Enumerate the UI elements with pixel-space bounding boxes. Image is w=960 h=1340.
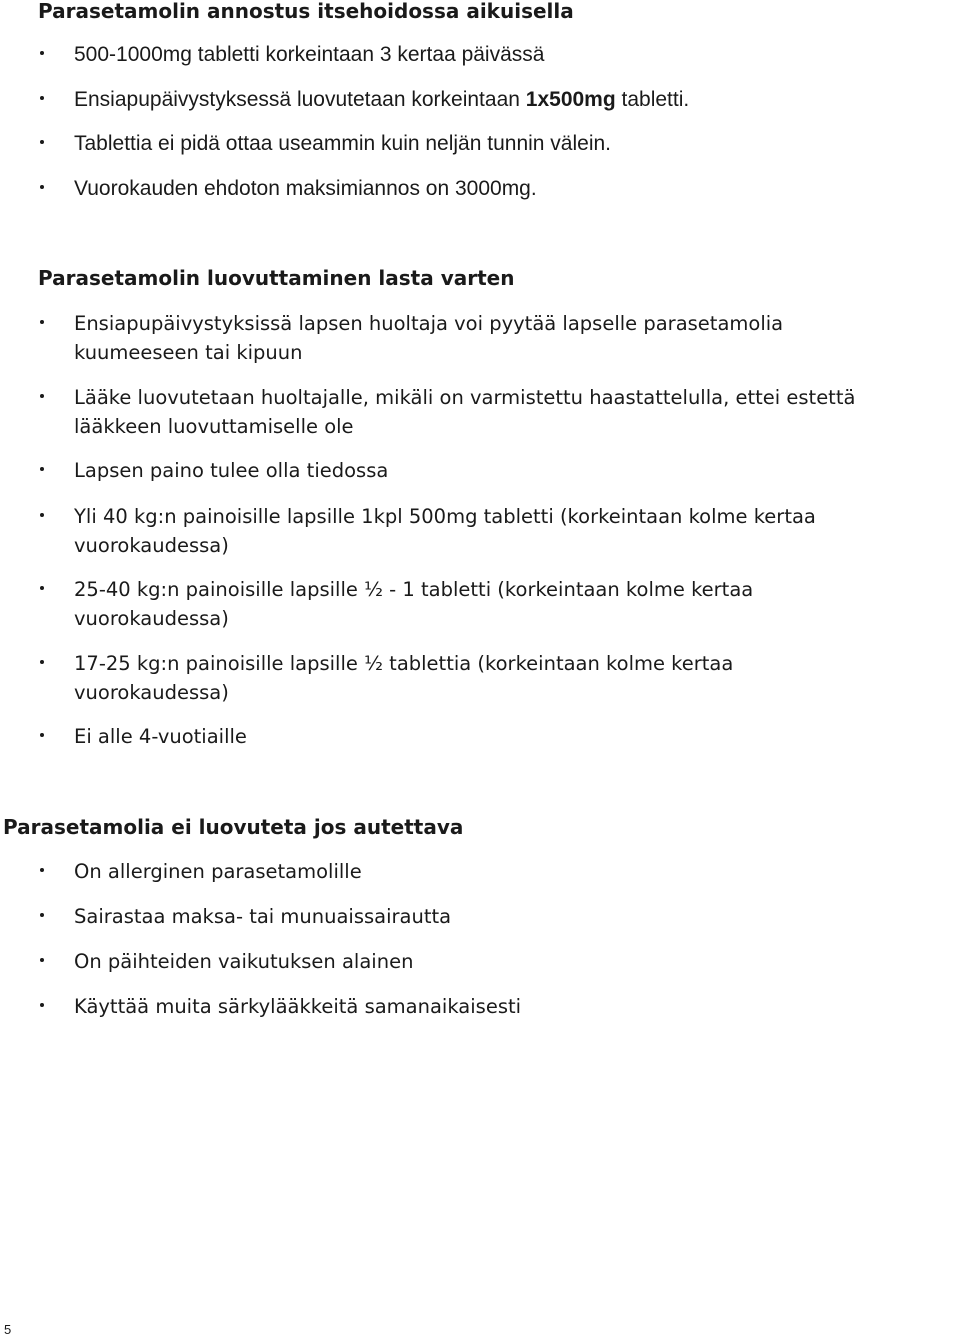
text-run: tabletti.: [615, 88, 690, 111]
bullet-icon: [40, 958, 44, 962]
text-line: Lääke luovutetaan huoltajalle, mikäli on varmistettu haastattelulla, ettei estettä: [74, 386, 856, 409]
text-run: Ensiapupäivystyksessä luovutetaan korkeintaan: [74, 88, 526, 111]
bullet-icon: [40, 913, 44, 917]
text-line: 25-40 kg:n painoisille lapsille ½ - 1 tabletti (korkeintaan kolme kertaa: [74, 578, 754, 601]
bullet-icon: [40, 660, 44, 664]
list-item-text: On päihteiden vaikutuksen alainen: [74, 950, 414, 973]
bullet-icon: [40, 51, 44, 55]
list-item-text: [74, 309, 958, 367]
text-line: vuorokaudessa): [74, 534, 229, 557]
bullet-icon: [40, 320, 44, 324]
text-line: vuorokaudessa): [74, 681, 229, 704]
text-line: 17-25 kg:n painoisille lapsille ½ tablettia (korkeintaan kolme kertaa: [74, 652, 734, 675]
bullet-icon: [40, 513, 44, 517]
list-item-text: [74, 649, 958, 707]
page-number: 5: [4, 1322, 12, 1337]
bullet-icon: [40, 185, 44, 189]
bullet-icon: [40, 96, 44, 100]
list-item-text: Vuorokauden ehdoton maksimiannos on 3000mg.: [74, 177, 537, 200]
list-item-text: [74, 575, 958, 633]
list-item-text: [74, 383, 958, 441]
bullet-icon: [40, 868, 44, 872]
text-line: kuumeeseen tai kipuun: [74, 341, 303, 364]
text-line: lääkkeen luovuttamiselle ole: [74, 415, 354, 438]
bullet-icon: [40, 733, 44, 737]
list-item-text: On allerginen parasetamolille: [74, 860, 362, 883]
bullet-icon: [40, 394, 44, 398]
bullet-icon: [40, 467, 44, 471]
list-item-text: Tablettia ei pidä ottaa useammin kuin neljän tunnin välein.: [74, 132, 612, 155]
text-line: Yli 40 kg:n painoisille lapsille 1kpl 500mg tabletti (korkeintaan kolme kertaa: [74, 505, 816, 528]
list-item-text: 500-1000mg tabletti korkeintaan 3 kertaa päivässä: [74, 43, 545, 66]
list-item-text: Lapsen paino tulee olla tiedossa: [74, 459, 389, 482]
bullet-icon: [40, 1003, 44, 1007]
list-item-text: Sairastaa maksa- tai munuaissairautta: [74, 905, 452, 928]
list-item-text: [74, 85, 958, 114]
text-line: Ensiapupäivystyksissä lapsen huoltaja voi pyytää lapselle parasetamolia: [74, 312, 784, 335]
text-line: vuorokaudessa): [74, 607, 229, 630]
section-heading-adult-dosage: Parasetamolin annostus itsehoidossa aikuisella: [38, 0, 574, 23]
bullet-icon: [40, 140, 44, 144]
section-heading-child-dispensing: Parasetamolin luovuttaminen lasta varten: [38, 266, 515, 290]
list-item-text: Käyttää muita särkylääkkeitä samanaikaisesti: [74, 995, 522, 1018]
section-heading-contraindications: Parasetamolia ei luovuteta jos autettava: [3, 815, 464, 839]
bullet-icon: [40, 586, 44, 590]
bold-dose: 1x500mg: [525, 88, 616, 111]
list-item-text: Ei alle 4-vuotiaille: [74, 725, 247, 748]
list-item-text: [74, 502, 958, 560]
